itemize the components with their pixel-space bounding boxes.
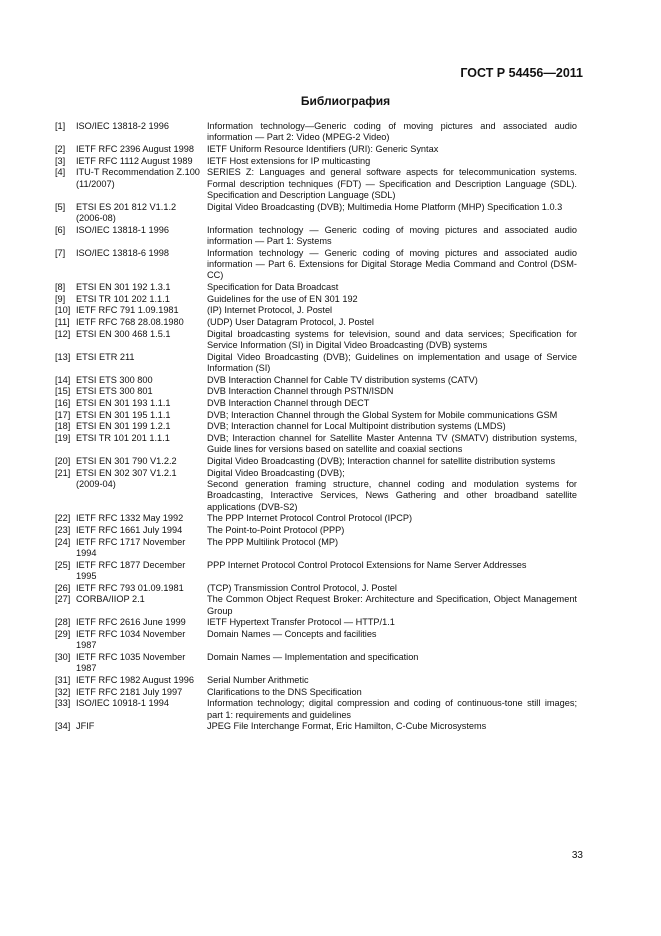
reference-code: IETF RFC 768 28.08.1980 [76, 316, 184, 327]
reference-number: [29] [55, 629, 71, 639]
reference-title: IETF Host extensions for IP multicasting [207, 155, 371, 166]
reference-item [55, 629, 577, 652]
reference-item [55, 433, 577, 456]
reference-item [55, 352, 577, 375]
reference-code: ETSI EN 301 193 1.1.1 [76, 397, 171, 408]
reference-item [55, 687, 577, 698]
reference-item [55, 537, 577, 560]
reference-item [55, 675, 577, 686]
reference-item [55, 167, 577, 201]
reference-item [55, 617, 577, 628]
reference-item [55, 121, 577, 144]
reference-number: [4] [55, 167, 66, 178]
reference-item [55, 594, 577, 617]
reference-number: [27] [55, 594, 71, 605]
reference-number: [7] [55, 247, 66, 258]
reference-number: [28] [55, 617, 71, 628]
reference-item [55, 386, 577, 397]
reference-code: ETSI TR 101 201 1.1.1 [76, 433, 170, 444]
reference-item [55, 305, 577, 316]
reference-title: The Point-to-Point Protocol (PPP) [207, 524, 345, 535]
reference-title: Information technology; digital compression and coding of continuous-tone still images; part 1: requirements and guidelines [207, 698, 577, 720]
reference-code: IETF RFC 1112 August 1989 [76, 155, 193, 166]
reference-title: (TCP) Transmission Control Protocol, J. Postel [207, 582, 397, 593]
reference-title: (IP) Internet Protocol, J. Postel [207, 305, 333, 316]
reference-code: CORBA/IIOP 2.1 [76, 594, 145, 605]
standard-number: ГОСТ Р 54456—2011 [460, 66, 583, 80]
reference-item [55, 317, 577, 328]
reference-title: Digital Video Broadcasting (DVB); Second generation framing structure, channel coding and modulation systems for Broadcasting, Interactive Services, News Gathering and other broadband satellite applications (DVB-S2) [207, 467, 577, 512]
reference-item [55, 583, 577, 594]
reference-title: IETF Uniform Resource Identifiers (URI): Generic Syntax [207, 143, 439, 154]
reference-code: ETSI EN 301 192 1.3.1 [76, 281, 171, 292]
reference-item [55, 560, 577, 583]
reference-code: ITU-T Recommendation Z.100 (11/2007) [76, 167, 200, 189]
reference-code: ETSI ETS 300 801 [76, 386, 153, 397]
reference-code: ETSI EN 301 195 1.1.1 [76, 409, 171, 420]
reference-title: PPP Internet Protocol Control Protocol Extensions for Name Server Addresses [207, 559, 527, 570]
reference-number: [5] [55, 201, 66, 212]
reference-item [55, 513, 577, 524]
reference-number: [30] [55, 651, 71, 662]
reference-title: Information technology—Generic coding of moving pictures and associated audio information — Part 2: Video (MPEG-2 Video) [207, 121, 577, 143]
reference-code: IETF RFC 2616 June 1999 [76, 617, 186, 628]
reference-number: [3] [55, 155, 66, 166]
reference-item [55, 698, 577, 721]
bibliography-list [55, 121, 577, 733]
page-number: 33 [571, 850, 583, 861]
reference-number: [21] [55, 467, 71, 478]
reference-code: IETF RFC 1717 November 1994 [76, 536, 186, 558]
reference-number: [2] [55, 143, 66, 154]
reference-number: [18] [55, 421, 71, 432]
reference-title: Information technology — Generic coding of moving pictures and associated audio information — Part 1: Systems [207, 224, 577, 246]
reference-number: [31] [55, 674, 71, 685]
reference-item [55, 375, 577, 386]
reference-title: (UDP) User Datagram Protocol, J. Postel [207, 316, 374, 327]
reference-item [55, 282, 577, 293]
reference-number: [14] [55, 374, 71, 385]
reference-title: Digital broadcasting systems for television, sound and data services; Specification for Service Information (SI) in Digital Video Broadcasting (DVB) systems [207, 328, 577, 350]
reference-item [55, 225, 577, 248]
reference-title: Information technology — Generic coding of moving pictures and associated audio information — Part 6. Extensions for Digital Storage Media Command and Control (DSM-CC) [207, 247, 577, 281]
reference-code: IETF RFC 2181 July 1997 [76, 686, 183, 697]
reference-title: Serial Number Arithmetic [207, 674, 309, 685]
reference-title: DVB Interaction Channel through PSTN/ISDN [207, 386, 394, 397]
reference-number: [17] [55, 409, 71, 420]
reference-code: IETF RFC 1877 December 1995 [76, 559, 186, 581]
reference-code: ETSI EN 300 468 1.5.1 [76, 328, 171, 339]
reference-number: [16] [55, 397, 71, 408]
reference-code: ETSI EN 301 199 1.2.1 [76, 421, 171, 432]
reference-number: [33] [55, 698, 71, 709]
reference-item [55, 144, 577, 155]
reference-code: ETSI ES 201 812 V1.1.2 (2006-08) [76, 201, 177, 223]
reference-code: IETF RFC 1035 November 1987 [76, 651, 186, 674]
reference-item [55, 202, 577, 225]
reference-code: ISO/IEC 13818-1 1996 [76, 224, 169, 235]
reference-title: DVB; Interaction channel for Satellite Master Antenna TV (SMATV) distribution systems, Guide lines for versions based on satellite and coaxial sections [207, 433, 577, 455]
reference-title: Digital Video Broadcasting (DVB); Interaction channel for satellite distribution systems [207, 456, 556, 467]
reference-item [55, 294, 577, 305]
reference-code: IETF RFC 1332 May 1992 [76, 513, 184, 524]
page-title: Библиография [300, 94, 391, 108]
reference-number: [9] [55, 293, 66, 304]
reference-code: IETF RFC 793 01.09.1981 [76, 582, 184, 593]
reference-item [55, 421, 577, 432]
reference-code: IETF RFC 2396 August 1998 [76, 143, 194, 154]
reference-code: ISO/IEC 13818-6 1998 [76, 247, 169, 258]
reference-number: [1] [55, 121, 66, 131]
reference-code: ETSI EN 301 790 V1.2.2 [76, 456, 177, 467]
reference-item [55, 329, 577, 352]
reference-number: [24] [55, 536, 71, 547]
reference-item [55, 410, 577, 421]
reference-title: DVB Interaction Channel through DECT [207, 397, 370, 408]
reference-item [55, 652, 577, 675]
reference-number: [26] [55, 582, 71, 593]
reference-code: ETSI EN 302 307 V1.2.1 (2009-04) [76, 467, 177, 490]
reference-title: Domain Names — Implementation and specification [207, 651, 419, 662]
reference-code: ETSI TR 101 202 1.1.1 [76, 293, 170, 304]
reference-number: [13] [55, 351, 71, 362]
reference-number: [25] [55, 559, 71, 570]
reference-code: IETF RFC 791 1.09.1981 [76, 305, 179, 316]
reference-item [55, 398, 577, 409]
reference-number: [23] [55, 524, 71, 535]
reference-item [55, 248, 577, 282]
reference-number: [11] [55, 316, 70, 327]
reference-code: ETSI ETS 300 800 [76, 374, 153, 385]
reference-number: [20] [55, 456, 71, 467]
reference-title: The Common Object Request Broker: Architecture and Specification, Object Management Group [207, 594, 577, 616]
reference-code: IETF RFC 1661 July 1994 [76, 524, 183, 535]
reference-title: Specification for Data Broadcast [207, 281, 339, 292]
reference-item [55, 468, 577, 513]
reference-title: DVB; Interaction channel for Local Multipoint distribution systems (LMDS) [207, 421, 506, 432]
reference-number: [15] [55, 386, 71, 397]
reference-number: [10] [55, 305, 71, 316]
reference-title: DVB; Interaction Channel through the Global System for Mobile communications GSM [207, 409, 558, 420]
reference-number: [12] [55, 328, 71, 339]
reference-number: [8] [55, 281, 66, 292]
reference-item [55, 525, 577, 536]
reference-number: [32] [55, 686, 71, 697]
reference-title: Clarifications to the DNS Specification [207, 686, 362, 697]
reference-title: The PPP Internet Protocol Control Protocol (IPCP) [207, 513, 413, 524]
reference-number: [19] [55, 433, 71, 444]
reference-number: [22] [55, 513, 71, 524]
reference-item [55, 721, 577, 732]
reference-number: [6] [55, 224, 66, 235]
reference-code: ISO/IEC 13818-2 1996 [76, 121, 169, 131]
reference-title: Guidelines for the use of EN 301 192 [207, 293, 358, 304]
reference-code: JFIF [76, 721, 95, 732]
reference-code: ISO/IEC 10918-1 1994 [76, 698, 169, 709]
reference-number: [34] [55, 721, 71, 732]
reference-code: IETF RFC 1982 August 1996 [76, 674, 194, 685]
reference-code: IETF RFC 1034 November 1987 [76, 629, 186, 651]
reference-title: Domain Names — Concepts and facilities [207, 629, 377, 639]
reference-item [55, 156, 577, 167]
reference-title: The PPP Multilink Protocol (MP) [207, 536, 339, 547]
reference-title: IETF Hypertext Transfer Protocol — HTTP/1.1 [207, 617, 395, 628]
reference-title: JPEG File Interchange Format, Eric Hamilton, C-Cube Microsystems [207, 721, 487, 732]
reference-title: SERIES Z: Languages and general software aspects for telecommunication systems. Formal description techniques (FDT) — Specification and Description Language (SDL). Specification and Description Language (SDL) [207, 167, 577, 200]
reference-title: DVB Interaction Channel for Cable TV distribution systems (CATV) [207, 374, 478, 385]
reference-title: Digital Video Broadcasting (DVB); Guidelines on implementation and usage of Service Information (SI) [207, 351, 577, 373]
reference-title: Digital Video Broadcasting (DVB); Multimedia Home Platform (MHP) Specification 1.0.3 [207, 201, 563, 212]
reference-item [55, 456, 577, 467]
reference-code: ETSI ETR 211 [76, 351, 135, 362]
